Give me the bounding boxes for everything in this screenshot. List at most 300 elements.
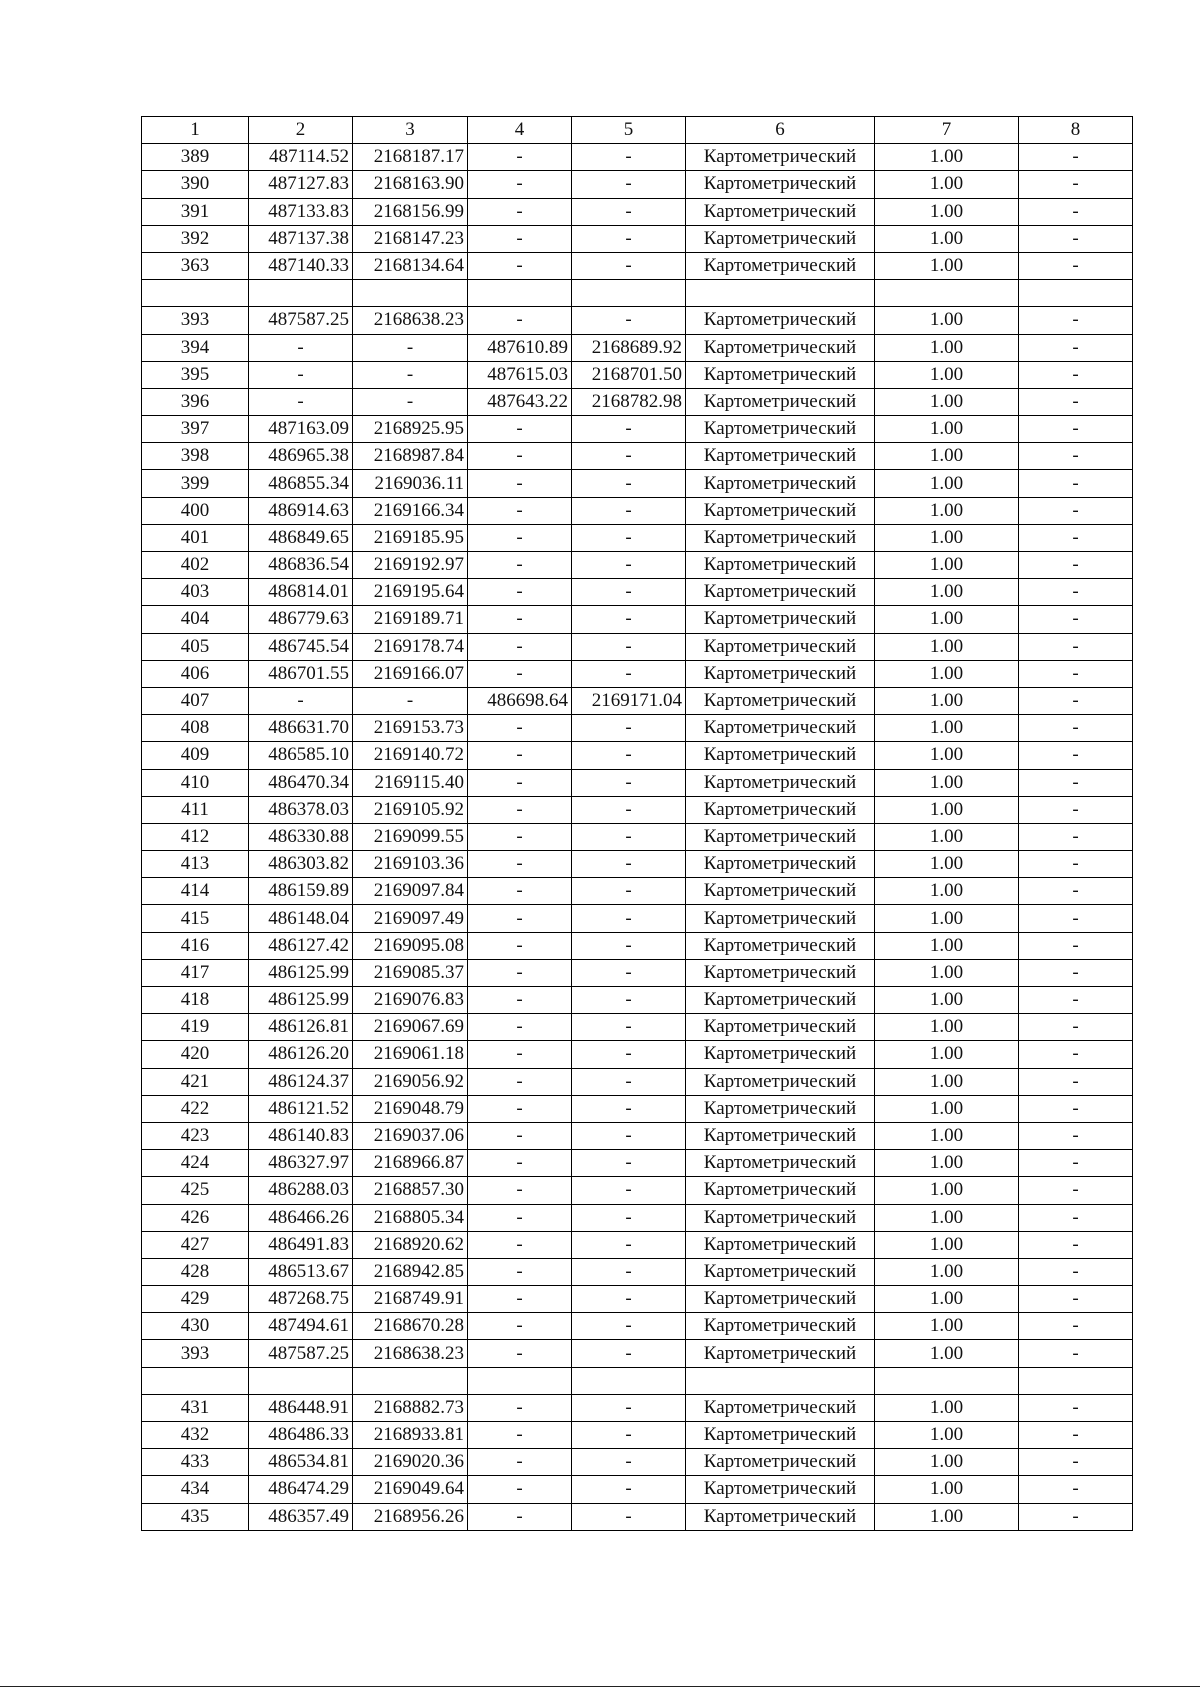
x-coord-cell: - xyxy=(249,687,353,714)
point-number-cell: 406 xyxy=(142,660,249,687)
accuracy-cell: 1.00 xyxy=(875,715,1019,742)
x-coord-cell: 486474.29 xyxy=(249,1476,353,1503)
point-number-cell: 434 xyxy=(142,1476,249,1503)
method-cell: Картометрический xyxy=(686,497,875,524)
y-coord-cell: 2168920.62 xyxy=(353,1231,468,1258)
point-number-cell: 409 xyxy=(142,742,249,769)
method-cell: Картометрический xyxy=(686,1449,875,1476)
method-cell: Картометрический xyxy=(686,606,875,633)
accuracy-cell: 1.00 xyxy=(875,932,1019,959)
accuracy-cell: 1.00 xyxy=(875,416,1019,443)
accuracy-cell: 1.00 xyxy=(875,470,1019,497)
y-coord-cell: 2168925.95 xyxy=(353,416,468,443)
y-coord-cell: 2169085.37 xyxy=(353,959,468,986)
table-row xyxy=(142,1068,1133,1095)
description-cell: - xyxy=(1019,1286,1133,1313)
x-coord-cell: 487268.75 xyxy=(249,1286,353,1313)
empty-cell xyxy=(875,280,1019,307)
y2-coord-cell: - xyxy=(572,1068,686,1095)
point-number-cell: 407 xyxy=(142,687,249,714)
x-coord-cell: 487163.09 xyxy=(249,416,353,443)
empty-cell xyxy=(249,1367,353,1394)
y2-coord-cell: - xyxy=(572,633,686,660)
method-cell: Картометрический xyxy=(686,878,875,905)
table-row xyxy=(142,307,1133,334)
method-cell: Картометрический xyxy=(686,959,875,986)
table-row xyxy=(142,497,1133,524)
x2-coord-cell: - xyxy=(468,1449,572,1476)
x-coord-cell: 487133.83 xyxy=(249,198,353,225)
y2-coord-cell: - xyxy=(572,769,686,796)
method-cell: Картометрический xyxy=(686,1231,875,1258)
description-cell: - xyxy=(1019,959,1133,986)
accuracy-cell: 1.00 xyxy=(875,1422,1019,1449)
x-coord-cell: 487587.25 xyxy=(249,1340,353,1367)
point-number-cell: 415 xyxy=(142,905,249,932)
point-number-cell: 404 xyxy=(142,606,249,633)
accuracy-cell: 1.00 xyxy=(875,1449,1019,1476)
description-cell: - xyxy=(1019,1449,1133,1476)
x2-coord-cell: - xyxy=(468,1258,572,1285)
accuracy-cell: 1.00 xyxy=(875,1204,1019,1231)
y2-coord-cell: - xyxy=(572,252,686,279)
x-coord-cell: 486125.99 xyxy=(249,987,353,1014)
y2-coord-cell: - xyxy=(572,905,686,932)
point-number-cell: 423 xyxy=(142,1122,249,1149)
table-row xyxy=(142,334,1133,361)
x-coord-cell: 486534.81 xyxy=(249,1449,353,1476)
y-coord-cell: 2169097.49 xyxy=(353,905,468,932)
accuracy-cell: 1.00 xyxy=(875,1313,1019,1340)
description-cell: - xyxy=(1019,225,1133,252)
table-row xyxy=(142,1286,1133,1313)
y-coord-cell: 2169166.34 xyxy=(353,497,468,524)
method-cell: Картометрический xyxy=(686,715,875,742)
accuracy-cell: 1.00 xyxy=(875,660,1019,687)
accuracy-cell: 1.00 xyxy=(875,1394,1019,1421)
x-coord-cell: 486159.89 xyxy=(249,878,353,905)
x2-coord-cell: - xyxy=(468,1286,572,1313)
empty-cell xyxy=(572,280,686,307)
x-coord-cell: 486486.33 xyxy=(249,1422,353,1449)
empty-cell xyxy=(1019,1367,1133,1394)
x2-coord-cell: 486698.64 xyxy=(468,687,572,714)
description-cell: - xyxy=(1019,443,1133,470)
empty-cell xyxy=(686,280,875,307)
x-coord-cell: 486466.26 xyxy=(249,1204,353,1231)
blank-separator-row xyxy=(142,280,1133,307)
y2-coord-cell: - xyxy=(572,1340,686,1367)
column-header: 3 xyxy=(353,117,468,144)
y2-coord-cell: - xyxy=(572,796,686,823)
accuracy-cell: 1.00 xyxy=(875,796,1019,823)
x-coord-cell: 486126.20 xyxy=(249,1041,353,1068)
x-coord-cell: - xyxy=(249,334,353,361)
x-coord-cell: 486779.63 xyxy=(249,606,353,633)
point-number-cell: 435 xyxy=(142,1503,249,1530)
point-number-cell: 393 xyxy=(142,1340,249,1367)
y-coord-cell: 2169056.92 xyxy=(353,1068,468,1095)
accuracy-cell: 1.00 xyxy=(875,1095,1019,1122)
x-coord-cell: 487140.33 xyxy=(249,252,353,279)
description-cell: - xyxy=(1019,334,1133,361)
y2-coord-cell: - xyxy=(572,1041,686,1068)
accuracy-cell: 1.00 xyxy=(875,851,1019,878)
table-row xyxy=(142,932,1133,959)
point-number-cell: 399 xyxy=(142,470,249,497)
point-number-cell: 403 xyxy=(142,579,249,606)
description-cell: - xyxy=(1019,144,1133,171)
x-coord-cell: 486470.34 xyxy=(249,769,353,796)
y2-coord-cell: - xyxy=(572,1150,686,1177)
table-row xyxy=(142,769,1133,796)
x2-coord-cell: - xyxy=(468,769,572,796)
accuracy-cell: 1.00 xyxy=(875,252,1019,279)
accuracy-cell: 1.00 xyxy=(875,1286,1019,1313)
table-row xyxy=(142,878,1133,905)
point-number-cell: 421 xyxy=(142,1068,249,1095)
x-coord-cell: 487494.61 xyxy=(249,1313,353,1340)
table-row xyxy=(142,171,1133,198)
description-cell: - xyxy=(1019,878,1133,905)
method-cell: Картометрический xyxy=(686,823,875,850)
method-cell: Картометрический xyxy=(686,198,875,225)
table-row xyxy=(142,443,1133,470)
x2-coord-cell: - xyxy=(468,1503,572,1530)
x2-coord-cell: - xyxy=(468,1340,572,1367)
accuracy-cell: 1.00 xyxy=(875,1150,1019,1177)
y2-coord-cell: - xyxy=(572,579,686,606)
x2-coord-cell: - xyxy=(468,552,572,579)
page-bottom-rule xyxy=(0,1686,1200,1687)
method-cell: Картометрический xyxy=(686,1177,875,1204)
point-number-cell: 390 xyxy=(142,171,249,198)
x2-coord-cell: - xyxy=(468,225,572,252)
description-cell: - xyxy=(1019,606,1133,633)
description-cell: - xyxy=(1019,497,1133,524)
accuracy-cell: 1.00 xyxy=(875,552,1019,579)
description-cell: - xyxy=(1019,1041,1133,1068)
y-coord-cell: 2169036.11 xyxy=(353,470,468,497)
y2-coord-cell: - xyxy=(572,1231,686,1258)
accuracy-cell: 1.00 xyxy=(875,1122,1019,1149)
x2-coord-cell: - xyxy=(468,1177,572,1204)
table-row xyxy=(142,470,1133,497)
method-cell: Картометрический xyxy=(686,1014,875,1041)
description-cell: - xyxy=(1019,715,1133,742)
description-cell: - xyxy=(1019,524,1133,551)
description-cell: - xyxy=(1019,198,1133,225)
method-cell: Картометрический xyxy=(686,660,875,687)
point-number-cell: 422 xyxy=(142,1095,249,1122)
table-row xyxy=(142,687,1133,714)
empty-cell xyxy=(353,1367,468,1394)
x-coord-cell: 486836.54 xyxy=(249,552,353,579)
point-number-cell: 426 xyxy=(142,1204,249,1231)
x2-coord-cell: - xyxy=(468,851,572,878)
column-header: 6 xyxy=(686,117,875,144)
table-row xyxy=(142,606,1133,633)
empty-cell xyxy=(249,280,353,307)
x-coord-cell: 486121.52 xyxy=(249,1095,353,1122)
method-cell: Картометрический xyxy=(686,987,875,1014)
point-number-cell: 424 xyxy=(142,1150,249,1177)
description-cell: - xyxy=(1019,1150,1133,1177)
y2-coord-cell: - xyxy=(572,1394,686,1421)
x-coord-cell: 486126.81 xyxy=(249,1014,353,1041)
accuracy-cell: 1.00 xyxy=(875,1476,1019,1503)
y2-coord-cell: - xyxy=(572,1476,686,1503)
table-row xyxy=(142,1258,1133,1285)
y-coord-cell: 2169178.74 xyxy=(353,633,468,660)
y2-coord-cell: - xyxy=(572,1449,686,1476)
point-number-cell: 393 xyxy=(142,307,249,334)
accuracy-cell: 1.00 xyxy=(875,823,1019,850)
y-coord-cell: 2169037.06 xyxy=(353,1122,468,1149)
y-coord-cell: 2168987.84 xyxy=(353,443,468,470)
table-row xyxy=(142,144,1133,171)
description-cell: - xyxy=(1019,769,1133,796)
y-coord-cell: 2169048.79 xyxy=(353,1095,468,1122)
x2-coord-cell: 487643.22 xyxy=(468,388,572,415)
x2-coord-cell: - xyxy=(468,524,572,551)
y2-coord-cell: - xyxy=(572,1014,686,1041)
method-cell: Картометрический xyxy=(686,1503,875,1530)
method-cell: Картометрический xyxy=(686,416,875,443)
y-coord-cell: - xyxy=(353,388,468,415)
method-cell: Картометрический xyxy=(686,1122,875,1149)
table-row xyxy=(142,1204,1133,1231)
y-coord-cell: 2168670.28 xyxy=(353,1313,468,1340)
accuracy-cell: 1.00 xyxy=(875,388,1019,415)
accuracy-cell: 1.00 xyxy=(875,606,1019,633)
x2-coord-cell: - xyxy=(468,633,572,660)
x2-coord-cell: - xyxy=(468,198,572,225)
x2-coord-cell: - xyxy=(468,959,572,986)
coordinates-table xyxy=(141,116,1133,1531)
method-cell: Картометрический xyxy=(686,579,875,606)
y-coord-cell: 2169076.83 xyxy=(353,987,468,1014)
table-row xyxy=(142,1231,1133,1258)
x2-coord-cell: - xyxy=(468,1476,572,1503)
method-cell: Картометрический xyxy=(686,932,875,959)
method-cell: Картометрический xyxy=(686,1476,875,1503)
description-cell: - xyxy=(1019,470,1133,497)
accuracy-cell: 1.00 xyxy=(875,959,1019,986)
empty-cell xyxy=(1019,280,1133,307)
accuracy-cell: 1.00 xyxy=(875,633,1019,660)
description-cell: - xyxy=(1019,687,1133,714)
y-coord-cell: 2168147.23 xyxy=(353,225,468,252)
table-row xyxy=(142,796,1133,823)
y-coord-cell: 2169115.40 xyxy=(353,769,468,796)
y-coord-cell: 2168749.91 xyxy=(353,1286,468,1313)
y2-coord-cell: - xyxy=(572,1122,686,1149)
y-coord-cell: - xyxy=(353,334,468,361)
table-row xyxy=(142,633,1133,660)
accuracy-cell: 1.00 xyxy=(875,524,1019,551)
x-coord-cell: 486378.03 xyxy=(249,796,353,823)
accuracy-cell: 1.00 xyxy=(875,1068,1019,1095)
description-cell: - xyxy=(1019,388,1133,415)
y2-coord-cell: - xyxy=(572,715,686,742)
method-cell: Картометрический xyxy=(686,470,875,497)
accuracy-cell: 1.00 xyxy=(875,497,1019,524)
y2-coord-cell: - xyxy=(572,1422,686,1449)
x-coord-cell: 486491.83 xyxy=(249,1231,353,1258)
y-coord-cell: 2169095.08 xyxy=(353,932,468,959)
header-row xyxy=(142,117,1133,144)
table-row xyxy=(142,959,1133,986)
y-coord-cell: 2169099.55 xyxy=(353,823,468,850)
y-coord-cell: 2168638.23 xyxy=(353,307,468,334)
y-coord-cell: 2169020.36 xyxy=(353,1449,468,1476)
table-row xyxy=(142,1150,1133,1177)
accuracy-cell: 1.00 xyxy=(875,171,1019,198)
y-coord-cell: 2168638.23 xyxy=(353,1340,468,1367)
table-row xyxy=(142,1177,1133,1204)
table-row xyxy=(142,742,1133,769)
description-cell: - xyxy=(1019,171,1133,198)
method-cell: Картометрический xyxy=(686,388,875,415)
description-cell: - xyxy=(1019,851,1133,878)
x2-coord-cell: - xyxy=(468,1122,572,1149)
table-row xyxy=(142,1041,1133,1068)
description-cell: - xyxy=(1019,1095,1133,1122)
table-row xyxy=(142,987,1133,1014)
method-cell: Картометрический xyxy=(686,851,875,878)
accuracy-cell: 1.00 xyxy=(875,769,1019,796)
method-cell: Картометрический xyxy=(686,633,875,660)
description-cell: - xyxy=(1019,307,1133,334)
method-cell: Картометрический xyxy=(686,1394,875,1421)
x2-coord-cell: - xyxy=(468,1014,572,1041)
point-number-cell: 427 xyxy=(142,1231,249,1258)
y2-coord-cell: - xyxy=(572,1204,686,1231)
x2-coord-cell: - xyxy=(468,606,572,633)
point-number-cell: 413 xyxy=(142,851,249,878)
x2-coord-cell: - xyxy=(468,1068,572,1095)
x-coord-cell: 486513.67 xyxy=(249,1258,353,1285)
y-coord-cell: 2169105.92 xyxy=(353,796,468,823)
point-number-cell: 414 xyxy=(142,878,249,905)
empty-cell xyxy=(686,1367,875,1394)
accuracy-cell: 1.00 xyxy=(875,1258,1019,1285)
y-coord-cell: 2169103.36 xyxy=(353,851,468,878)
y2-coord-cell: - xyxy=(572,851,686,878)
x2-coord-cell: - xyxy=(468,1095,572,1122)
description-cell: - xyxy=(1019,1014,1133,1041)
table-row xyxy=(142,225,1133,252)
point-number-cell: 429 xyxy=(142,1286,249,1313)
y2-coord-cell: - xyxy=(572,1177,686,1204)
point-number-cell: 396 xyxy=(142,388,249,415)
accuracy-cell: 1.00 xyxy=(875,225,1019,252)
method-cell: Картометрический xyxy=(686,1068,875,1095)
empty-cell xyxy=(142,1367,249,1394)
description-cell: - xyxy=(1019,796,1133,823)
x-coord-cell: 487114.52 xyxy=(249,144,353,171)
description-cell: - xyxy=(1019,252,1133,279)
description-cell: - xyxy=(1019,416,1133,443)
x2-coord-cell: - xyxy=(468,470,572,497)
y2-coord-cell: - xyxy=(572,1313,686,1340)
y-coord-cell: 2169097.84 xyxy=(353,878,468,905)
empty-cell xyxy=(142,280,249,307)
x-coord-cell: 486127.42 xyxy=(249,932,353,959)
column-header: 8 xyxy=(1019,117,1133,144)
y-coord-cell: 2169153.73 xyxy=(353,715,468,742)
point-number-cell: 433 xyxy=(142,1449,249,1476)
method-cell: Картометрический xyxy=(686,687,875,714)
y-coord-cell: 2168805.34 xyxy=(353,1204,468,1231)
method-cell: Картометрический xyxy=(686,1422,875,1449)
accuracy-cell: 1.00 xyxy=(875,1231,1019,1258)
x-coord-cell: 486965.38 xyxy=(249,443,353,470)
table-row xyxy=(142,1422,1133,1449)
table-row xyxy=(142,198,1133,225)
y2-coord-cell: - xyxy=(572,1503,686,1530)
column-header: 1 xyxy=(142,117,249,144)
description-cell: - xyxy=(1019,361,1133,388)
x2-coord-cell: - xyxy=(468,252,572,279)
empty-cell xyxy=(572,1367,686,1394)
method-cell: Картометрический xyxy=(686,742,875,769)
x2-coord-cell: 487615.03 xyxy=(468,361,572,388)
method-cell: Картометрический xyxy=(686,171,875,198)
accuracy-cell: 1.00 xyxy=(875,1014,1019,1041)
accuracy-cell: 1.00 xyxy=(875,742,1019,769)
y-coord-cell: 2168933.81 xyxy=(353,1422,468,1449)
y-coord-cell: 2169140.72 xyxy=(353,742,468,769)
x-coord-cell: 486914.63 xyxy=(249,497,353,524)
y2-coord-cell: - xyxy=(572,552,686,579)
x-coord-cell: 486357.49 xyxy=(249,1503,353,1530)
point-number-cell: 389 xyxy=(142,144,249,171)
empty-cell xyxy=(353,280,468,307)
y-coord-cell: 2169166.07 xyxy=(353,660,468,687)
method-cell: Картометрический xyxy=(686,443,875,470)
x-coord-cell: 486585.10 xyxy=(249,742,353,769)
column-header: 2 xyxy=(249,117,353,144)
empty-cell xyxy=(468,280,572,307)
table-row xyxy=(142,1449,1133,1476)
y2-coord-cell: - xyxy=(572,1095,686,1122)
x-coord-cell: 487137.38 xyxy=(249,225,353,252)
table-row xyxy=(142,1095,1133,1122)
y-coord-cell: 2169192.97 xyxy=(353,552,468,579)
description-cell: - xyxy=(1019,1503,1133,1530)
method-cell: Картометрический xyxy=(686,1204,875,1231)
table-row xyxy=(142,524,1133,551)
x2-coord-cell: - xyxy=(468,1231,572,1258)
x-coord-cell: 486148.04 xyxy=(249,905,353,932)
accuracy-cell: 1.00 xyxy=(875,361,1019,388)
accuracy-cell: 1.00 xyxy=(875,307,1019,334)
y2-coord-cell: 2168689.92 xyxy=(572,334,686,361)
table-row xyxy=(142,388,1133,415)
x-coord-cell: 486745.54 xyxy=(249,633,353,660)
accuracy-cell: 1.00 xyxy=(875,443,1019,470)
point-number-cell: 363 xyxy=(142,252,249,279)
accuracy-cell: 1.00 xyxy=(875,1340,1019,1367)
point-number-cell: 391 xyxy=(142,198,249,225)
y2-coord-cell: - xyxy=(572,416,686,443)
accuracy-cell: 1.00 xyxy=(875,878,1019,905)
table-row xyxy=(142,416,1133,443)
x2-coord-cell: - xyxy=(468,1422,572,1449)
y-coord-cell: 2168956.26 xyxy=(353,1503,468,1530)
